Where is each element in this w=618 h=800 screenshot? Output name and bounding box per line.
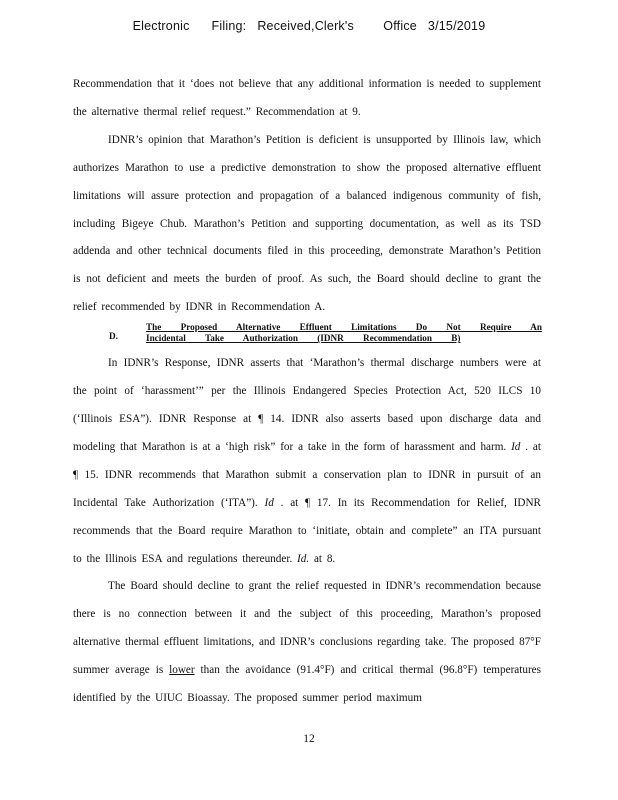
- citation-id: Id: [264, 496, 274, 509]
- emphasis-lower: lower: [169, 664, 195, 677]
- text-run: . at ¶ 15. IDNR recommends that Marathon submit a conservation plan to IDNR in pursuit of an Incidental Take Authorization (‘ITA”).: [73, 440, 541, 509]
- paragraph-board-decline: [73, 573, 541, 713]
- page-number: 12: [303, 733, 315, 745]
- section-title-line2: Incidental Take Authorization (IDNR Recommendation B): [146, 333, 461, 344]
- paragraph-continuation: Recommendation that it ‘does not believe that any additional information is needed to supplement the alternative thermal relief request.” Recommendation at 9.: [73, 78, 541, 118]
- section-letter: D.: [109, 331, 118, 342]
- section-heading-d: [73, 322, 541, 350]
- citation-id: Id.: [297, 552, 310, 565]
- document-body: [73, 71, 541, 713]
- paragraph-idnr-opinion: IDNR’s opinion that Marathon’s Petition is deficient is unsupported by Illinois law, which authorizes Marathon to use a predictive demonstration to show the proposed alternative effluent limitations will assure protection and propagation of a balanced indigenous community of fish, including Bigeye Chub. Marathon’s Petition and supporting documentation, as well as its TSD addenda and other technical documents filed in this proceeding, demonstrate Marathon’s Petition is not deficient and meets the burden of proof. As such, the Board should decline to grant the relief recommended by IDNR in Recommendation A.: [73, 133, 541, 314]
- text-run: In IDNR’s Response, IDNR asserts that ‘Marathon’s thermal discharge numbers were at the point of ‘harassment’” per the Illinois Endangered Species Protection Act, 520 ILCS 10 (‘Illinois ESA”). IDNR Response at ¶ 14. IDNR also asserts based upon discharge data and modeling that Marathon is at a ‘high risk” for a take in the form of harassment and harm.: [73, 357, 541, 453]
- text-run: . at ¶ 17. In its Recommendation for Relief, IDNR recommends that the Board require Marathon to ‘initiate, obtain and complete” an ITA pursuant to the Illinois ESA and regulations thereunder.: [73, 496, 541, 565]
- text-run: The Board should decline to grant the relief requested in IDNR’s recommendation because there is no connection between it and the subject of this proceeding, Marathon’s proposed alternative thermal effluent limitations, and IDNR’s conclusions regarding take. The proposed 87°F summer average is: [73, 580, 541, 677]
- section-title-line1: The Proposed Alternative Effluent Limitations Do Not Require An: [146, 322, 542, 333]
- citation-id: Id: [511, 440, 521, 453]
- text-run: than the avoidance (91.4°F) and critical thermal (96.8°F) temperatures identified by the UIUC Bioassay. The proposed summer period maximum: [73, 664, 542, 705]
- efiling-header: Electronic Filing: Received,Clerk's Office 3/15/2019: [132, 19, 486, 33]
- paragraph-idnr-response: [73, 350, 541, 573]
- text-run: at 8.: [309, 552, 336, 565]
